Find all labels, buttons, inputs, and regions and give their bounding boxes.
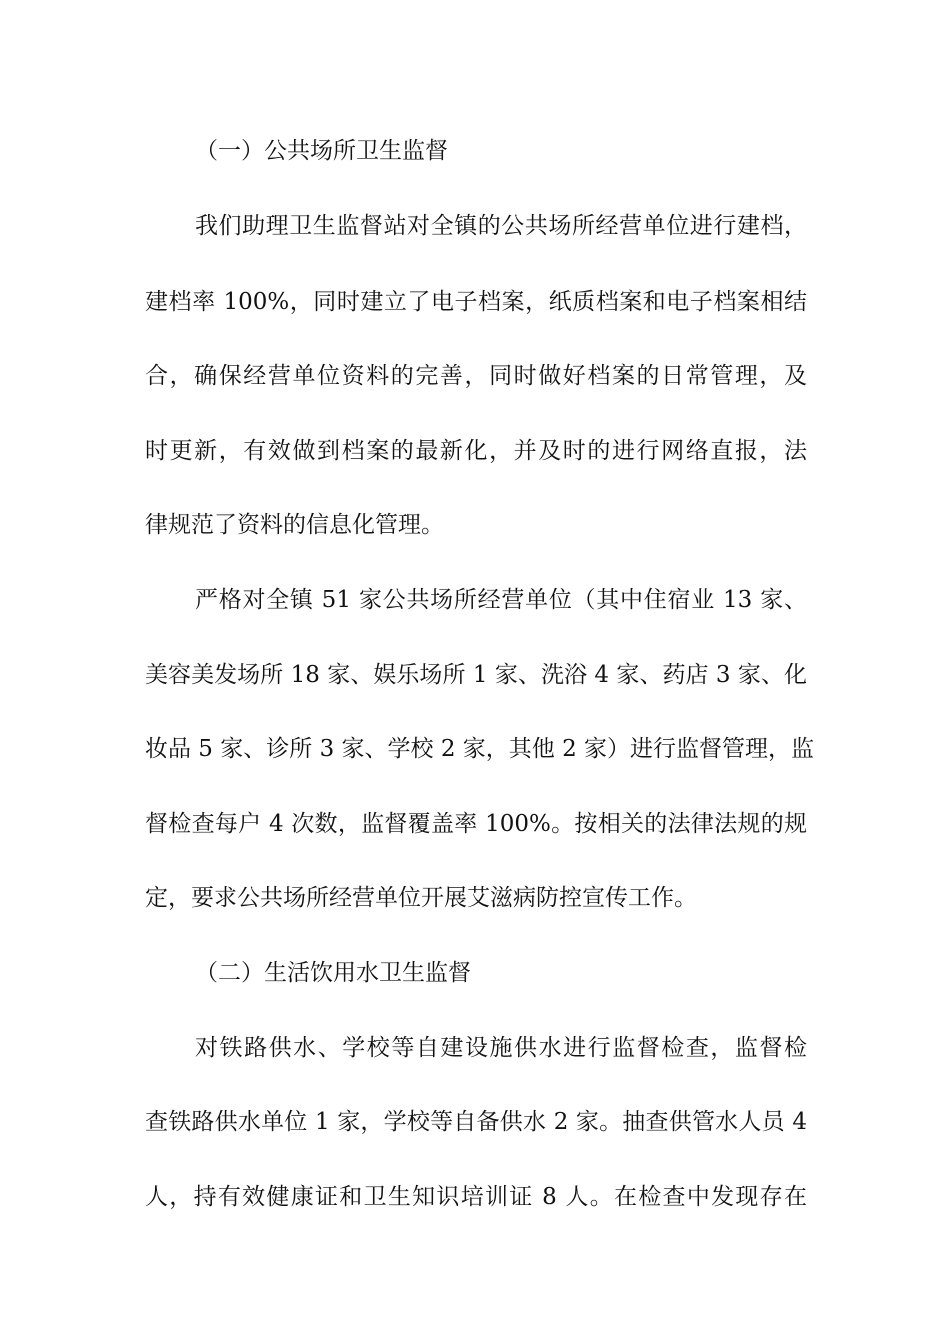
paragraph-1-line-1: 我们助理卫生监督站对全镇的公共场所经营单位进行建档，: [195, 213, 807, 239]
paragraph-3-line-3: 人，持有效健康证和卫生知识培训证 8 人。在检查中发现存在: [145, 1184, 807, 1210]
section-heading-1: （一）公共场所卫生监督: [195, 138, 448, 164]
paragraph-2-line-4: 督检查每户 4 次数，监督覆盖率 100%。按相关的法律法规的规: [145, 811, 807, 837]
paragraph-3-line-2: 查铁路供水单位 1 家，学校等自备供水 2 家。抽查供管水人员 4: [145, 1109, 807, 1135]
paragraph-2-line-2: 美容美发场所 18 家、娱乐场所 1 家、洗浴 4 家、药店 3 家、化: [145, 662, 807, 688]
paragraph-2-line-5: 定，要求公共场所经营单位开展艾滋病防控宣传工作。: [145, 885, 697, 911]
paragraph-1-line-4: 时更新，有效做到档案的最新化，并及时的进行网络直报，法: [145, 438, 807, 464]
paragraph-1-line-2: 建档率 100%，同时建立了电子档案，纸质档案和电子档案相结: [145, 289, 807, 315]
section-heading-2: （二）生活饮用水卫生监督: [195, 960, 471, 986]
paragraph-1-line-3: 合，确保经营单位资料的完善，同时做好档案的日常管理，及: [145, 363, 807, 389]
paragraph-2-line-1: 严格对全镇 51 家公共场所经营单位（其中住宿业 13 家、: [195, 587, 807, 613]
paragraph-1-line-5: 律规范了资料的信息化管理。: [145, 512, 444, 538]
paragraph-3-line-1: 对铁路供水、学校等自建设施供水进行监督检查，监督检: [195, 1035, 807, 1061]
paragraph-2-line-3: 妆品 5 家、诊所 3 家、学校 2 家，其他 2 家）进行监督管理，监: [145, 736, 815, 762]
